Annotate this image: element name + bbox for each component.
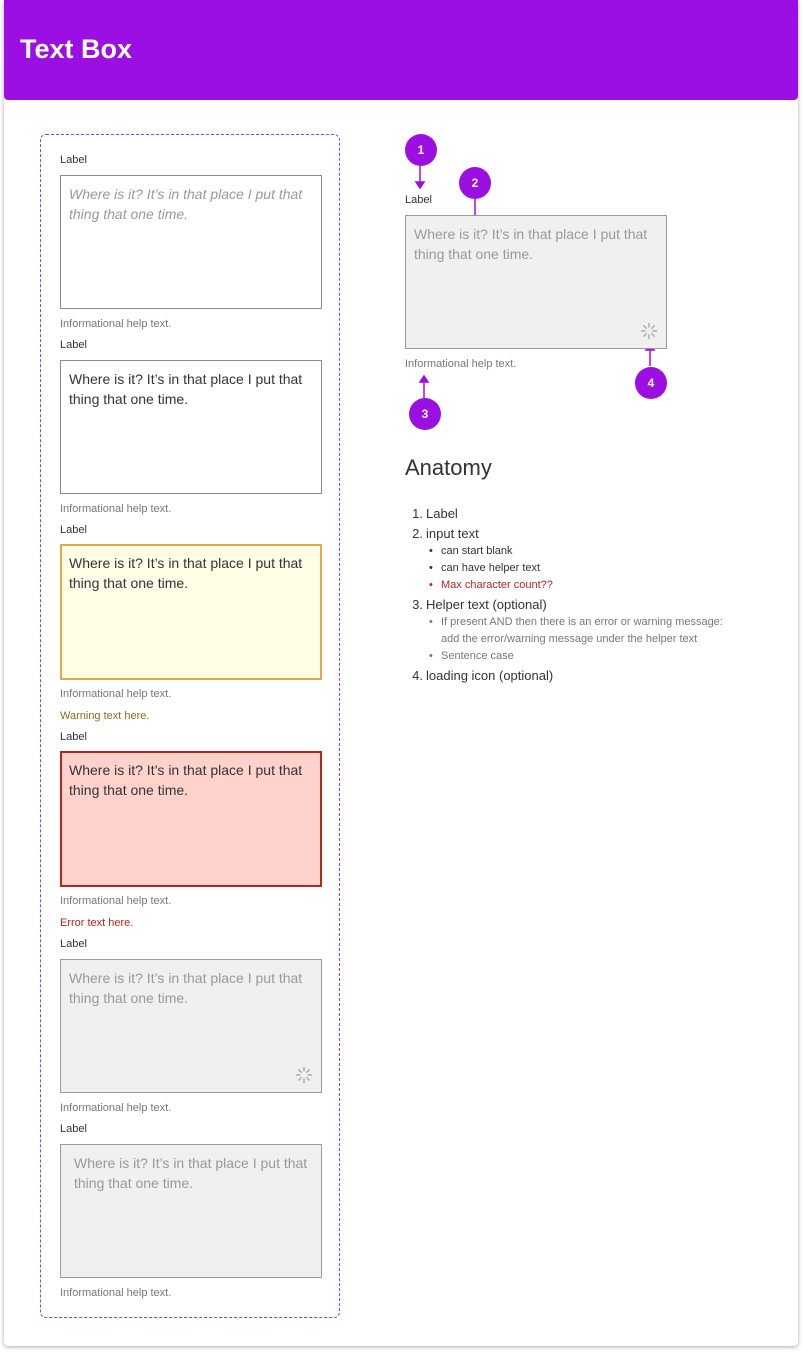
anatomy-badge-3: 3 (409, 398, 441, 430)
help-text: Informational help text. (60, 318, 172, 330)
loading-spinner-icon (295, 1066, 313, 1084)
text-box-warning[interactable] (60, 544, 322, 680)
help-text: Informational help text. (60, 1287, 172, 1299)
bullet: • (429, 616, 433, 628)
field-label: Label (60, 938, 87, 950)
loading-spinner-icon (640, 322, 658, 340)
text-box-value: Where is it? It’s in that place I put that thing that one time. (69, 970, 303, 1006)
anatomy-item-number: 1. (412, 506, 423, 521)
error-text: Error text here. (60, 917, 134, 929)
text-box-disabled (60, 1144, 322, 1278)
text-box-value: Where is it? It’s in that place I put that thing that one time. (69, 762, 303, 798)
anatomy-subitem: can have helper text (441, 562, 541, 574)
bullet: • (429, 545, 433, 557)
help-text: Informational help text. (60, 688, 172, 700)
text-box-filled[interactable] (60, 360, 322, 494)
text-box-placeholder[interactable] (60, 175, 322, 309)
anatomy-item-label: Label (426, 506, 458, 521)
text-box-loading[interactable] (60, 959, 322, 1093)
text-box-value: Where is it? It’s in that place I put that thing that one time. (74, 1155, 308, 1191)
anatomy-item-number: 3. (412, 597, 423, 612)
text-box-value: Where is it? It’s in that place I put that thing that one time. (69, 371, 303, 407)
anatomy-subitem: If present AND then there is an error or warning message: (441, 616, 723, 628)
anatomy-subitem: Max character count?? (441, 579, 553, 591)
field-label: Label (60, 339, 87, 351)
anatomy-subitem: Sentence case (441, 650, 514, 662)
anatomy-badge-1: 1 (405, 134, 437, 166)
anatomy-item-loading-icon: loading icon (optional) (426, 668, 554, 683)
anatomy-item-input-text: input text (426, 526, 479, 541)
anatomy-item-number: 2. (412, 526, 423, 541)
anatomy-badge-4: 4 (635, 367, 667, 399)
bullet: • (429, 579, 433, 591)
bullet: • (429, 650, 433, 662)
help-text: Informational help text. (60, 503, 172, 515)
field-label: Label (60, 524, 87, 536)
field-label: Label (60, 154, 87, 166)
field-label: Label (60, 731, 87, 743)
page (4, 0, 798, 1346)
anatomy-item-helper-text: Helper text (optional) (426, 597, 547, 612)
anatomy-help-text: Informational help text. (405, 358, 517, 370)
anatomy-item-number: 4. (412, 668, 423, 683)
warning-text: Warning text here. (60, 710, 150, 722)
page-title: Text Box (20, 34, 133, 64)
help-text: Informational help text. (60, 895, 172, 907)
text-box-placeholder-text: Where is it? It’s in that place I put that thing that one time. (69, 186, 303, 222)
variants-panel (40, 134, 340, 1318)
anatomy-text-box (405, 215, 667, 349)
anatomy-subitem: can start blank (441, 545, 513, 557)
help-text: Informational help text. (60, 1102, 172, 1114)
anatomy-subitem: add the error/warning message under the helper text (441, 633, 698, 645)
bullet: • (429, 562, 433, 574)
field-label: Label (60, 1123, 87, 1135)
anatomy-heading: Anatomy (405, 455, 492, 480)
text-box-error[interactable] (60, 751, 322, 887)
anatomy-list (405, 505, 785, 695)
page-header (4, 0, 798, 100)
anatomy-text-box-value: Where is it? It’s in that place I put that thing that one time. (414, 226, 648, 262)
anatomy-badge-2: 2 (459, 167, 491, 199)
text-box-value: Where is it? It’s in that place I put that thing that one time. (69, 555, 303, 591)
anatomy-field-label: Label (405, 194, 432, 206)
